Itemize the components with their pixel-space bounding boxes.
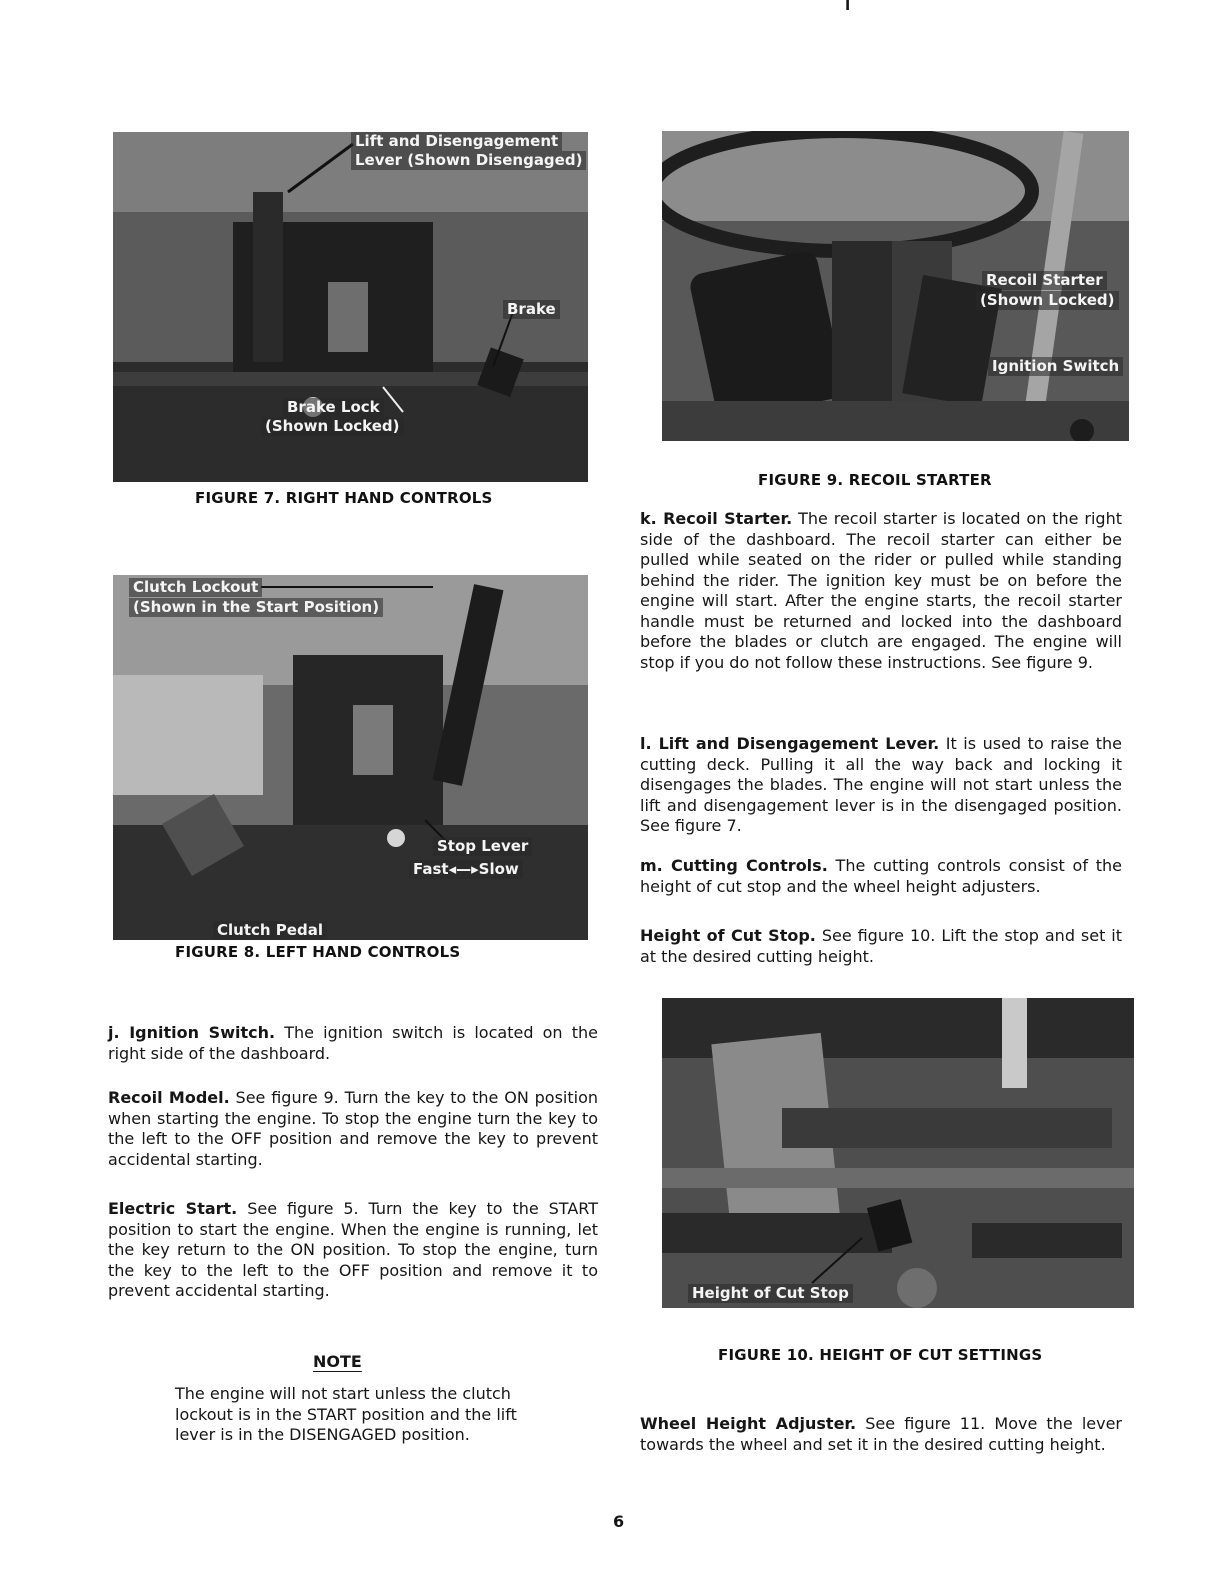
recoil-model-heading: Recoil Model. (108, 1088, 230, 1107)
wheel-height-adjuster-heading: Wheel Height Adjuster. (640, 1414, 857, 1433)
top-mark: I (845, 0, 851, 14)
brake-lock-callout-line2: (Shown Locked) (261, 417, 404, 436)
electric-start-text: See figure 5. Turn the key to the START position to start the engine. When the engine is running, let the key return to the ON position. To stop the engine, turn the key to the left to the OFF position and remove it to prevent accidental starting. (108, 1199, 599, 1300)
ignition-switch-paragraph (108, 1023, 598, 1064)
cutting-controls-text: The cutting controls consist of the height of cut stop and the wheel height adjusters. (640, 856, 1122, 896)
stop-lever-callout-line1: Stop Lever (433, 837, 532, 856)
wheel-height-adjuster-text: See figure 11. Move the lever towards the wheel and set it in the desired cutting height. (640, 1414, 1122, 1454)
note-heading: NOTE (313, 1352, 362, 1371)
clutch-lockout-callout-line1: Clutch Lockout (129, 578, 262, 597)
note-text: The engine will not start unless the clutch lockout is in the START position and the lift lever is in the DISENGAGED position. (175, 1384, 517, 1444)
figure-8-caption: FIGURE 8. LEFT HAND CONTROLS (175, 943, 461, 961)
height-of-cut-stop-paragraph (640, 926, 1122, 967)
figure-7-caption: FIGURE 7. RIGHT HAND CONTROLS (195, 489, 493, 507)
brake-callout: Brake (503, 300, 560, 319)
height-of-cut-stop-callout: Height of Cut Stop (688, 1284, 853, 1303)
lift-lever-heading: l. Lift and Disengagement Lever. (640, 734, 940, 753)
height-of-cut-stop-text: See figure 10. Lift the stop and set it at the desired cutting height. (640, 926, 1123, 966)
recoil-model-paragraph (108, 1088, 598, 1170)
wheel-height-adjuster-paragraph (640, 1414, 1122, 1455)
recoil-starter-callout-line2: (Shown Locked) (976, 291, 1119, 310)
recoil-starter-heading: k. Recoil Starter. (640, 509, 793, 528)
height-of-cut-stop-heading: Height of Cut Stop. (640, 926, 816, 945)
recoil-starter-callout-line1: Recoil Starter (982, 271, 1107, 290)
figure-10-illustration (662, 998, 1134, 1308)
clutch-lockout-callout-line2: (Shown in the Start Position) (129, 598, 383, 617)
cutting-controls-paragraph (640, 856, 1122, 897)
stop-lever-callout-line2: Fast◂—▸Slow (409, 860, 523, 879)
lift-lever-callout-line2: Lever (Shown Disengaged) (351, 151, 586, 170)
page-number: 6 (613, 1512, 625, 1531)
recoil-starter-text: The recoil starter is located on the right side of the dashboard. The recoil starter can either be pulled while seated on the rider or pulled while standing behind the rider. The ignition key must be on before the engine will start. After the engine starts, the recoil starter handle must be returned and locked into the dashboard before the blades or clutch are engaged. The engine will stop if you do not follow these instructions. See figure 9. (640, 509, 1123, 672)
figure-7-photo (113, 132, 588, 482)
recoil-model-text: See figure 9. Turn the key to the ON position when starting the engine. To stop the engine turn the key to the left to the OFF position and remove the key to prevent accidental starting. (108, 1088, 598, 1169)
figure-9-caption: FIGURE 9. RECOIL STARTER (758, 471, 992, 489)
ignition-switch-heading: j. Ignition Switch. (108, 1023, 276, 1042)
figure-10-photo (662, 998, 1134, 1308)
figure-8-illustration (113, 575, 588, 940)
ignition-switch-callout: Ignition Switch (988, 357, 1123, 376)
electric-start-heading: Electric Start. (108, 1199, 238, 1218)
ignition-switch-text: The ignition switch is located on the right side of the dashboard. (108, 1023, 598, 1063)
figure-10-caption: FIGURE 10. HEIGHT OF CUT SETTINGS (718, 1346, 1043, 1364)
electric-start-paragraph (108, 1199, 598, 1302)
lift-lever-paragraph (640, 734, 1122, 837)
clutch-pedal-callout: Clutch Pedal (213, 921, 327, 940)
recoil-starter-paragraph (640, 509, 1122, 673)
brake-lock-callout-line1: Brake Lock (283, 398, 384, 417)
lift-lever-text: It is used to raise the cutting deck. Pulling it all the way back and locking it disengages the blades. The engine will not start unless the lift and disengagement lever is in the disengaged position. See figure 7. (640, 734, 1122, 835)
figure-9-photo (662, 131, 1129, 441)
lift-lever-callout-line1: Lift and Disengagement (351, 132, 562, 151)
cutting-controls-heading: m. Cutting Controls. (640, 856, 828, 875)
figure-8-photo (113, 575, 588, 940)
